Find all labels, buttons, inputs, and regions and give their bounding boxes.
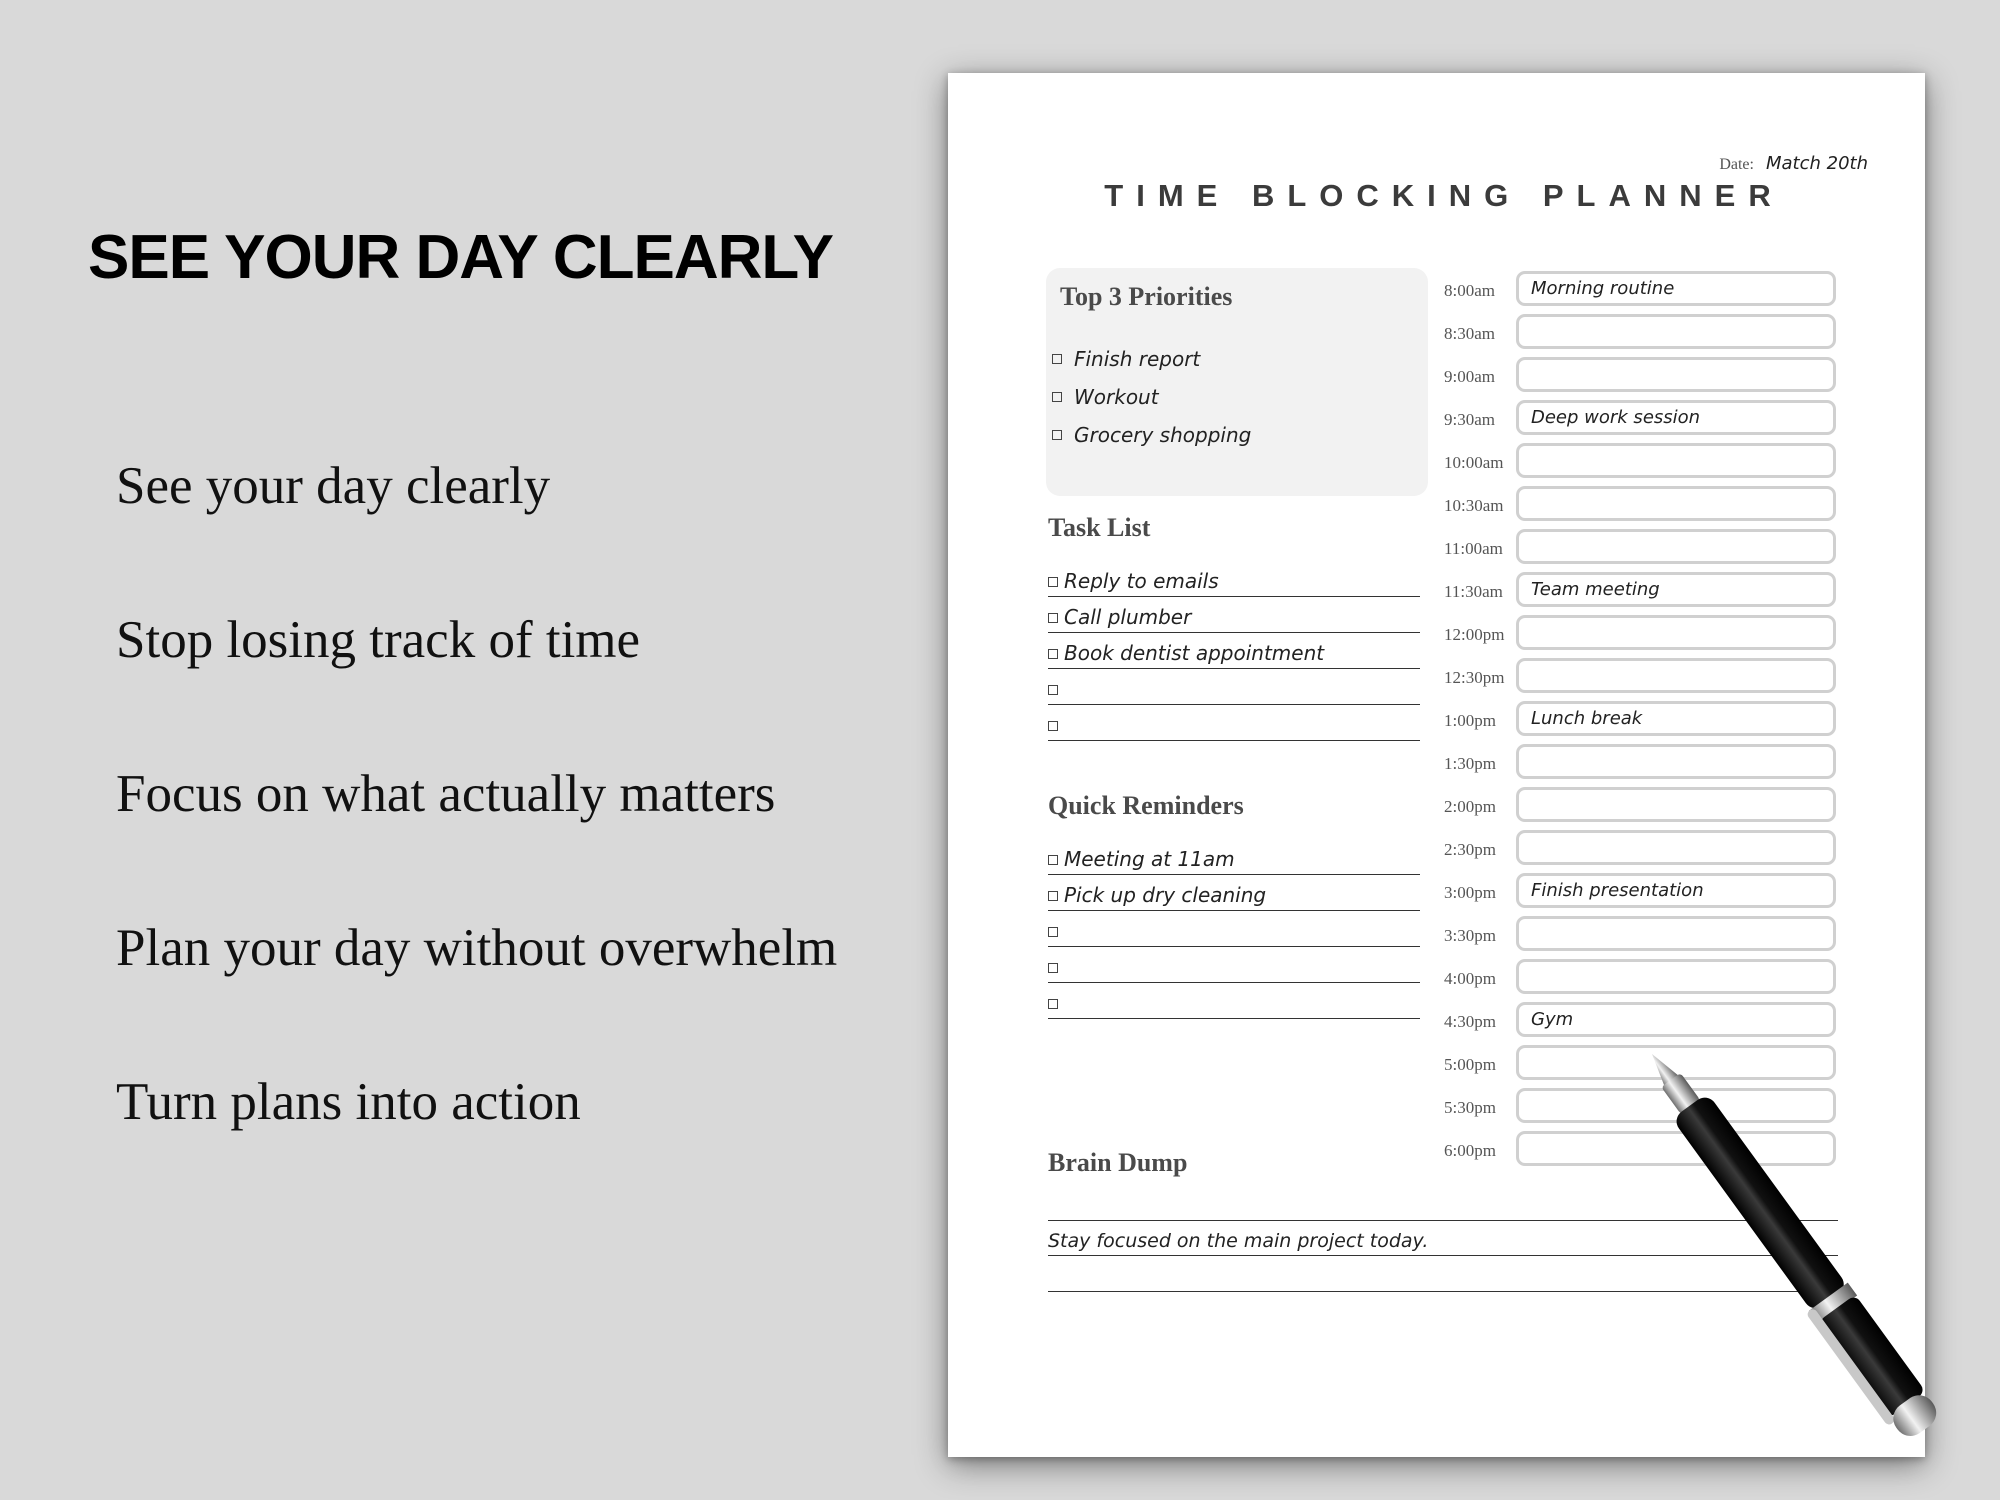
slot-entry[interactable] <box>1516 615 1836 650</box>
priorities-list <box>1052 340 1251 454</box>
date-label: Date: <box>1719 156 1754 173</box>
checkbox[interactable] <box>1048 927 1058 937</box>
slot-time: 11:00am <box>1444 539 1503 558</box>
task-text: Book dentist appointment <box>1064 641 1325 665</box>
slot-time: 8:00am <box>1444 281 1495 300</box>
task-list-title: Task List <box>1048 513 1151 542</box>
slot-time: 2:30pm <box>1444 840 1496 859</box>
priority-item <box>1052 416 1251 454</box>
slot-entry[interactable] <box>1516 658 1836 693</box>
checkbox[interactable] <box>1048 963 1058 973</box>
slot-entry[interactable]: Team meeting <box>1516 572 1836 607</box>
headline: SEE YOUR DAY CLEARLY <box>88 223 833 292</box>
checkbox[interactable] <box>1048 891 1058 901</box>
pen-image <box>1640 1040 2000 1500</box>
reminder-row <box>1048 983 1420 1019</box>
slot-time: 11:30am <box>1444 582 1503 601</box>
priority-text: Grocery shopping <box>1074 423 1252 447</box>
task-row <box>1048 561 1420 597</box>
priority-text: Workout <box>1074 385 1159 409</box>
checkbox[interactable] <box>1048 613 1058 623</box>
task-row <box>1048 669 1420 705</box>
brain-dump-title: Brain Dump <box>1048 1148 1188 1177</box>
slot-entry[interactable] <box>1516 959 1836 994</box>
reminder-text: Pick up dry cleaning <box>1064 883 1267 907</box>
brain-dump-text: Stay focused on the main project today. <box>1048 1230 1429 1252</box>
slot-time: 4:00pm <box>1444 969 1496 988</box>
task-row <box>1048 633 1420 669</box>
slot-time: 1:00pm <box>1444 711 1496 730</box>
reminder-row <box>1048 911 1420 947</box>
reminders-section <box>1048 791 1420 1019</box>
reminder-row <box>1048 875 1420 911</box>
slot-time: 10:30am <box>1444 496 1504 515</box>
slot-time: 8:30am <box>1444 324 1495 343</box>
slot-entry[interactable]: Lunch break <box>1516 701 1836 736</box>
reminders-title: Quick Reminders <box>1048 791 1244 820</box>
slot-entry[interactable] <box>1516 830 1836 865</box>
reminders-list <box>1048 839 1420 1019</box>
reminder-row <box>1048 839 1420 875</box>
priority-item <box>1052 340 1251 378</box>
checkbox[interactable] <box>1052 392 1062 402</box>
slot-entry[interactable]: Gym <box>1516 1002 1836 1037</box>
slot-entry[interactable] <box>1516 357 1836 392</box>
planner-title: TIME BLOCKING PLANNER <box>1104 178 1784 213</box>
priority-text: Finish report <box>1074 347 1201 371</box>
task-text: Call plumber <box>1064 605 1192 629</box>
priorities-title: Top 3 Priorities <box>1060 282 1233 311</box>
checkbox[interactable] <box>1048 685 1058 695</box>
slot-entry[interactable] <box>1516 443 1836 478</box>
slot-entry[interactable] <box>1516 787 1836 822</box>
checkbox[interactable] <box>1048 999 1058 1009</box>
checkbox[interactable] <box>1048 721 1058 731</box>
slot-entry[interactable] <box>1516 744 1836 779</box>
slot-entry[interactable]: Deep work session <box>1516 400 1836 435</box>
checkbox[interactable] <box>1052 354 1062 364</box>
benefit-item: Focus on what actually matters <box>116 765 776 823</box>
slot-time: 9:00am <box>1444 367 1495 386</box>
priority-item <box>1052 378 1251 416</box>
reminder-row <box>1048 947 1420 983</box>
slot-time: 6:00pm <box>1444 1141 1496 1160</box>
slot-time: 3:30pm <box>1444 926 1496 945</box>
slot-entry[interactable]: Finish presentation <box>1516 873 1836 908</box>
task-list-section <box>1048 513 1420 741</box>
date-value: Match 20th <box>1765 153 1868 174</box>
slot-entry[interactable] <box>1516 529 1836 564</box>
checkbox[interactable] <box>1048 855 1058 865</box>
benefit-list <box>116 455 837 1225</box>
slot-entry[interactable] <box>1516 486 1836 521</box>
benefit-item: See your day clearly <box>116 457 551 515</box>
benefit-item: Plan your day without overwhelm <box>116 919 838 977</box>
task-row <box>1048 705 1420 741</box>
slot-time: 5:00pm <box>1444 1055 1496 1074</box>
slot-time: 12:00pm <box>1444 625 1505 644</box>
benefit-item: Stop losing track of time <box>116 611 641 669</box>
slot-time: 1:30pm <box>1444 754 1496 773</box>
checkbox[interactable] <box>1052 430 1062 440</box>
slot-entry[interactable] <box>1516 314 1836 349</box>
slot-time: 4:30pm <box>1444 1012 1496 1031</box>
priorities-box <box>1046 268 1428 496</box>
slot-time: 2:00pm <box>1444 797 1496 816</box>
benefit-item: Turn plans into action <box>116 1073 581 1131</box>
slot-entry[interactable]: Morning routine <box>1516 271 1836 306</box>
checkbox[interactable] <box>1048 577 1058 587</box>
slot-time: 9:30am <box>1444 410 1495 429</box>
slot-time: 10:00am <box>1444 453 1504 472</box>
slot-entry[interactable] <box>1516 916 1836 951</box>
task-text: Reply to emails <box>1064 569 1219 593</box>
reminder-text: Meeting at 11am <box>1064 847 1235 871</box>
task-list <box>1048 561 1420 741</box>
checkbox[interactable] <box>1048 649 1058 659</box>
slot-time: 5:30pm <box>1444 1098 1496 1117</box>
slot-time: 3:00pm <box>1444 883 1496 902</box>
slot-time: 12:30pm <box>1444 668 1505 687</box>
date-line <box>1719 153 1868 174</box>
task-row <box>1048 597 1420 633</box>
